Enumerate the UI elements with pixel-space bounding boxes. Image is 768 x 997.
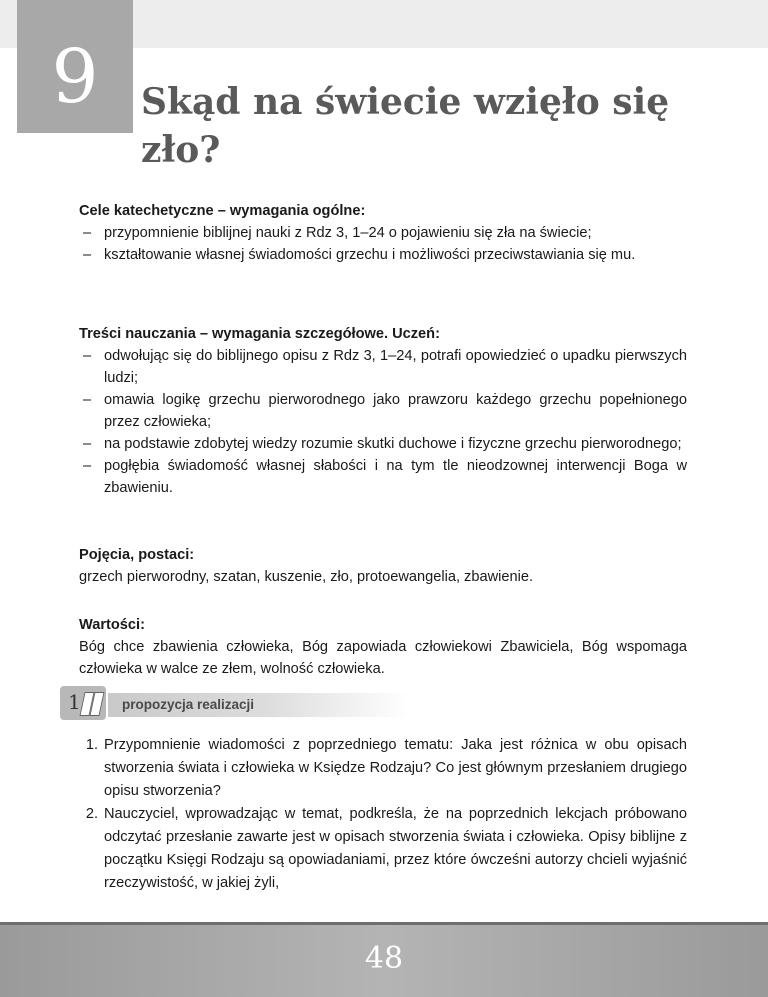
goals-list <box>79 222 687 266</box>
proposal-banner <box>60 686 400 720</box>
values-section <box>79 614 687 680</box>
list-item <box>60 803 687 895</box>
proposal-label: propozycja realizacji <box>122 697 255 712</box>
step-number: 2. <box>85 806 98 822</box>
goals-heading: Cele katechetyczne – wymagania ogólne: <box>79 203 366 219</box>
list-item: – odwołując się do biblijnego opisu z Rdz 3, 1–24, potrafi opowiedzieć o upadku pierwszych ludzi; <box>79 345 687 389</box>
chapter-number: 9 <box>51 34 99 120</box>
concepts-text: grzech pierworodny, szatan, kuszenie, zło, protoewangelia, zbawienie. <box>79 569 534 585</box>
list-item: – pogłębia świadomość własnej słabości i na tym tle nieodzownej interwencji Boga w zbawieniu. <box>79 455 687 499</box>
concepts-section <box>79 544 687 588</box>
goals-section <box>79 200 687 266</box>
content-list <box>79 345 687 499</box>
concepts-heading: Pojęcia, postaci: <box>79 547 195 563</box>
chapter-title: Skąd na świecie wzięło się zło? <box>141 81 670 171</box>
list-item: – kształtowanie własnej świadomości grzechu i możliwości przeciwstawiania się mu. <box>79 244 687 266</box>
list-item: – przypomnienie biblijnej nauki z Rdz 3, 1–24 o pojawieniu się zła na świecie; <box>79 222 687 244</box>
content-heading: Treści nauczania – wymagania szczegółowe. Uczeń: <box>79 326 440 342</box>
page-footer <box>0 922 768 997</box>
page-number: 48 <box>364 941 404 976</box>
list-item <box>60 734 687 803</box>
step-text: Przypomnienie wiadomości z poprzedniego tematu: Jaka jest różnica w obu opisach stworzenia świata i człowieka w Księdze Rodzaju? Co jest głównym przesłaniem drugiego opisu stworzenia? <box>104 737 687 799</box>
content-section <box>79 323 687 499</box>
list-item: – omawia logikę grzechu pierworodnego jako prawzoru każdego grzechu popełnionego przez człowieka; <box>79 389 687 433</box>
cards-icon <box>60 686 106 720</box>
step-number: 1. <box>85 737 98 753</box>
chapter-number-box <box>17 0 133 133</box>
values-heading: Wartości: <box>79 617 145 633</box>
step-text: Nauczyciel, wprowadzając w temat, podkreśla, że na poprzednich lekcjach próbowano odczytać przesłanie zawarte jest w opisach stworzenia świata i człowieka. Opisy biblijne z początku Księgi Rodzaju są opowiadaniami, przez które ówcześni autorzy chcieli wyjaśnić rzeczywistość, w jakiej żyli, <box>104 806 687 891</box>
list-item: – na podstawie zdobytej wiedzy rozumie skutki duchowe i fizyczne grzechu pierworodnego; <box>79 433 687 455</box>
steps-list <box>60 734 687 895</box>
proposal-number: 1 <box>68 690 81 714</box>
values-text: Bóg chce zbawienia człowieka, Bóg zapowiada człowiekowi Zbawiciela, Bóg wspomaga człowieka w walce ze złem, wolność człowieka. <box>79 639 687 677</box>
